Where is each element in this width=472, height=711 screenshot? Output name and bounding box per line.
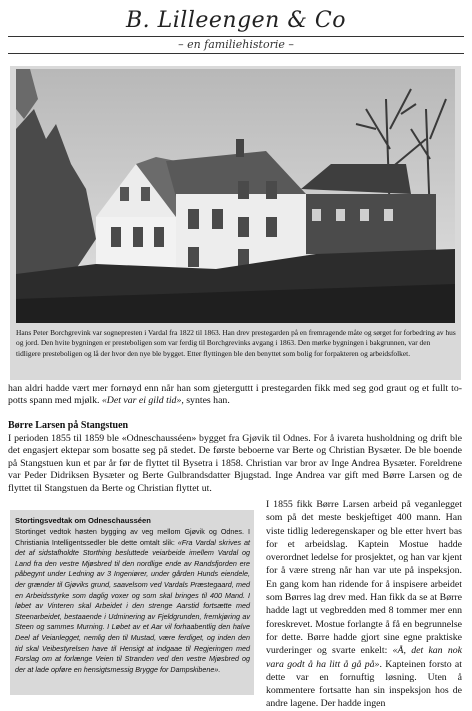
photo-caption: Hans Peter Borchgrevink var sognepresten i Vardal fra 1822 til 1863. Han drev prestegarden på en fremragende måte og sørget for forbedring av hus og jord. Den hvite bygningen er presteboligen som var ferdig til Borchgrevinks avgang i 1863. Den mørke bygningen i bakgrunnen, var den tidligere presteboligen og lå der hvor den nye ble bygget. Etter flyttingen ble den benyttet som bolig for forpakteren og arbeidsfolket. bbox=[16, 328, 456, 358]
paragraph-intro-end: , syntes han. bbox=[181, 395, 230, 407]
header-rule-top bbox=[8, 36, 464, 37]
sidebar-text bbox=[15, 527, 250, 675]
header-rule-bottom bbox=[8, 53, 464, 54]
paragraph-borre-text-b: . Kapteinen forsto at dette var en fornuftig løsning. Uten å kommentere fortsatte han sin inspeksjon hos de andre lagene. Der hadde ingen bbox=[266, 658, 463, 710]
sidebar-box bbox=[10, 510, 254, 695]
sidebar-title: Stortingsvedtak om Odneschausséen bbox=[15, 516, 151, 525]
header-subtitle: – en familiehistorie – bbox=[178, 38, 294, 51]
section-heading: Børre Larsen på Stangstuen bbox=[8, 420, 129, 431]
vicarage-photo bbox=[16, 69, 455, 323]
paragraph-stangstuen: I perioden 1855 til 1859 ble «Odneschausséen» bygget fra Gjøvik til Odnes. For å ivareta husholdning og drift ble det engasjert ektepar som bosatte seg på stedet. De første beboerne var Berte og Christian Bysæter. De ble boende på Stangstuen kun et par år før de flyttet til Bysetra i 1858. Christian var bror av Inge Andrea Bysæter. Foreldrene var Peder Didriksen Bysæter og Berte Gulbrandsdatter Bjugstad. Inge Andrea var gift med Børre Larsen og de flyttet til Stangstuen da Berte og Christian flyttet ut. bbox=[8, 433, 462, 494]
paragraph-borre-text-a: I 1855 fikk Børre Larsen arbeid på veganlegget som på det meste beskjeftiget 400 mann. Han viste tidlig lederegenskaper og ble etter hvert bas for et arbeidslag. Kaptein Mostue hadde overordnet ledelse for prosjektet, og han var kjent for å være streng når han var ute på inspeksjon. En gang kom han ridende for å inspisere arbeidet som Børres lag drev med. Han fikk da se at Børre hadde lagt ut vegbredden med 8 tommer mer enn foreskrevet. Mostue forlangte å få en begrunnelse for dette. Børre hadde gjort sine egne praktiske vurderinger og svarte enkelt: bbox=[266, 499, 462, 657]
paragraph-intro-quote: «Det var ei gild tid» bbox=[101, 395, 182, 407]
page-header bbox=[0, 0, 472, 56]
header-title: B. Lilleengen & Co bbox=[126, 8, 346, 33]
paragraph-borre-quote: «Å, det kan nok vara godt å ha litt å gå på» bbox=[266, 645, 462, 670]
paragraph-borre-larsen bbox=[266, 498, 462, 711]
photo-figure bbox=[10, 66, 461, 380]
sidebar-quote: «Fra Vardal skrives at det af sidstafholdte Storthing besluttede veiarbeide imellem Vardal og Land fra den vestre Mjøsbred til den nordlige ende av Randsfjorden ere påbegynt under Ledning av 3 Ingeniører, under gården Hunds eiendele, der grænder til Gjøviks grund, saavelsom ved Vardals Præstegaard, med en Arbeidsstyrke som daglig voxer og som skal bringes til 400 Mand. I løbet av Vinteren skal Arbeidet i den strenge Aarstid fortsætte med Steenarbeidet, bestaaende i Udminering av Fjeldgrunden, fremkjøring av Steen og sammes Murning. I Løbet av et Aar vil forhaabentlig den halve Deel af Veianlegget, nemlig den til Mustad, være ferdiget, og inden den tid skal Veibestyrelsen have til Hensigt at indgaae til Regjeringen med Forslag om at forlænge Veien til Stranden ved den vestre Mjøsbred og der at lade opføre en hensigtsmessig Brygge for Dampskibene». bbox=[15, 537, 251, 674]
sidebar-intro: Stortinget vedtok høsten bygging av veg mellom Gjøvik og Odnes. I Christiania Intelligentssedler ble dette omtalt slik: bbox=[15, 527, 250, 547]
paragraph-intro-text: han aldri hadde vært mer fornøyd enn når han som gjeterguttt i prestegarden fikk med seg god graut og et fullt to-potts spann med mjølk. bbox=[8, 383, 462, 407]
paragraph-intro bbox=[8, 383, 462, 408]
